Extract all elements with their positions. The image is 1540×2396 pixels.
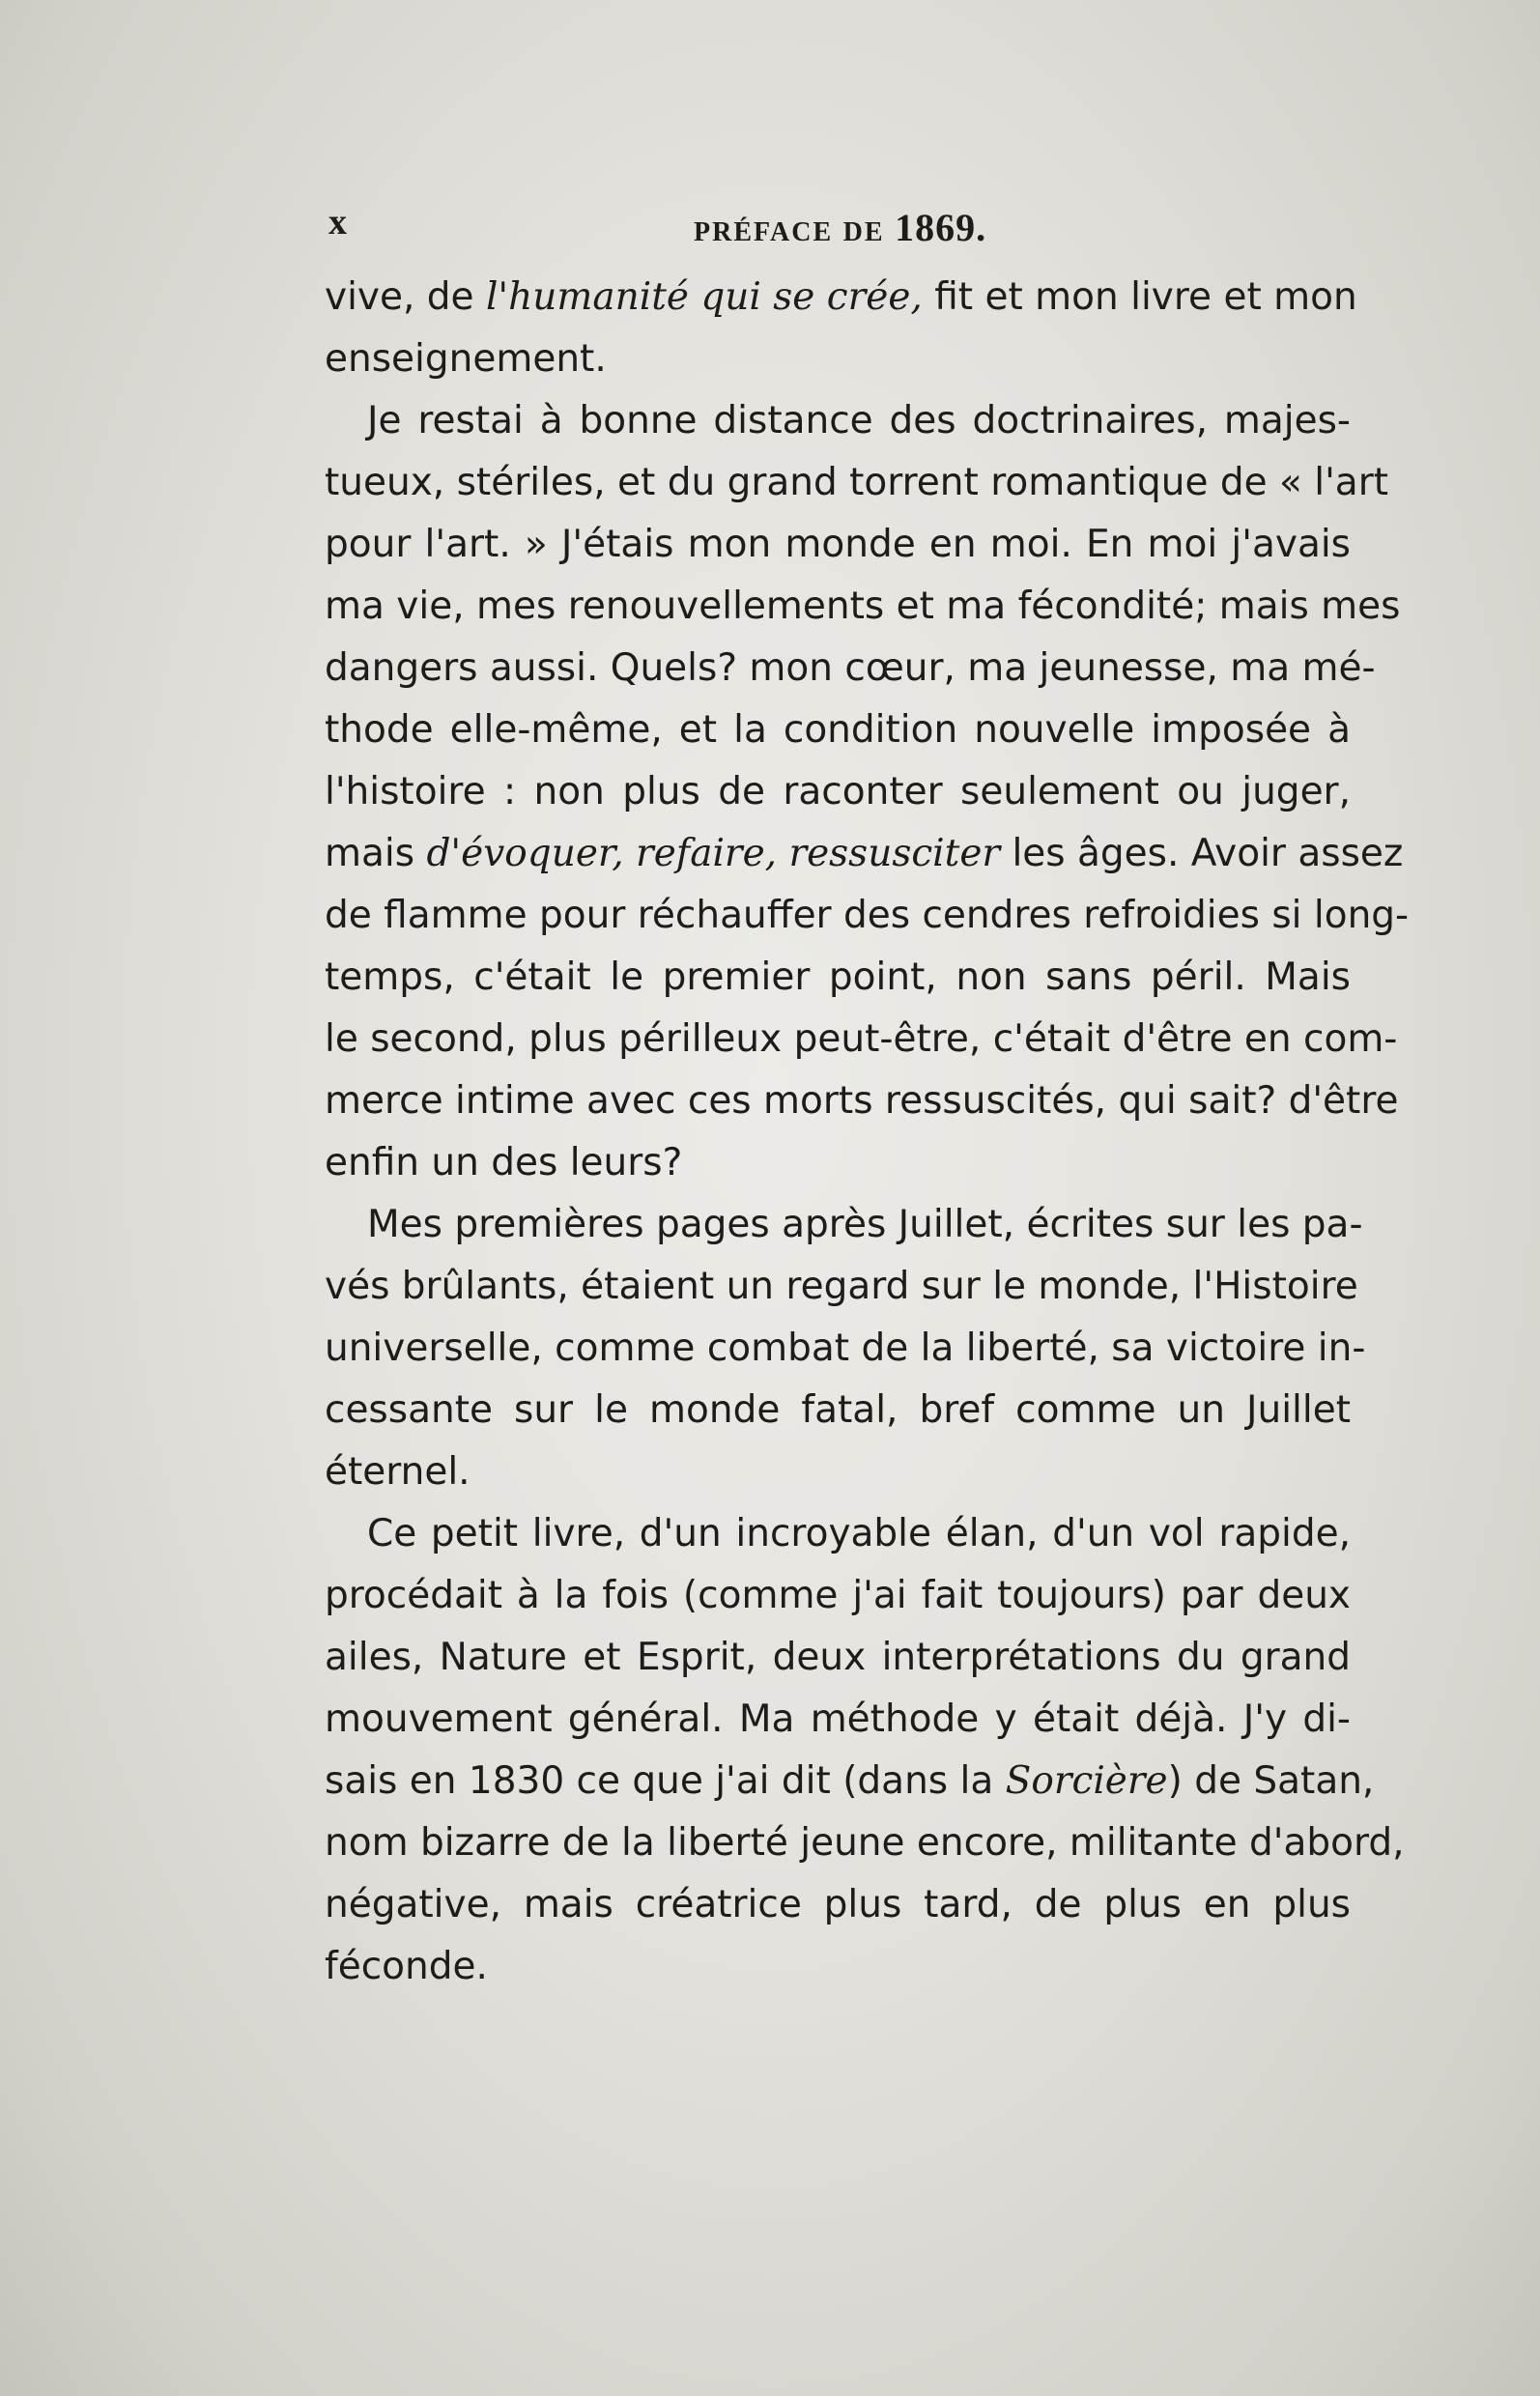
paragraph: [325, 267, 1357, 390]
body-text: [325, 267, 1410, 1998]
italic-phrase: d'évoquer, refaire, ressusciter: [426, 832, 1001, 875]
text-run: thode elle-même, et la condition nouvelle imposée à: [325, 708, 1351, 752]
paragraph: [325, 390, 1410, 1194]
text-run: cessante sur le monde fatal, bref comme un Juillet: [325, 1388, 1351, 1432]
italic-phrase: Sorcière: [1005, 1759, 1168, 1803]
text-line: [325, 267, 1357, 328]
text-run: temps, c'était le premier point, non sans péril. Mais: [325, 956, 1351, 999]
text-line: [325, 761, 1351, 823]
text-run: enfin un des leurs?: [325, 1141, 683, 1184]
page-number: x: [328, 202, 348, 242]
text-line: [325, 1318, 1366, 1380]
text-run: ) de Satan,: [1167, 1759, 1375, 1803]
text-run: les âges. Avoir assez: [1000, 832, 1404, 875]
text-run: de flamme pour réchauffer des cendres refroidies si long-: [325, 894, 1410, 937]
text-run: enseignement.: [325, 337, 607, 381]
text-line: [325, 452, 1389, 514]
text-line: [325, 699, 1351, 761]
text-run: procédait à la fois (comme j'ai fait toujours) par deux: [325, 1574, 1351, 1617]
text-run: merce intime avec ces morts ressuscités, qui sait? d'être: [325, 1079, 1399, 1123]
text-run: Mes premières pages après Juillet, écrites sur les pa-: [367, 1203, 1363, 1246]
text-line: [325, 1503, 1351, 1565]
text-line: [325, 1009, 1398, 1070]
running-title-year: 1869.: [895, 206, 987, 249]
text-run: fit et mon livre et mon: [922, 275, 1357, 319]
text-run: le second, plus périlleux peut-être, c'était d'être en com-: [325, 1017, 1398, 1061]
text-run: dangers aussi. Quels? mon cœur, ma jeunesse, ma mé-: [325, 646, 1376, 690]
text-line: [325, 328, 1351, 390]
text-line: [325, 947, 1351, 1009]
text-line: [325, 1132, 1351, 1194]
text-line: [325, 1256, 1358, 1318]
text-run: l'histoire : non plus de raconter seulement ou juger,: [325, 770, 1351, 813]
text-line: [325, 1441, 1351, 1503]
text-line: [325, 1565, 1351, 1627]
text-line: [325, 1689, 1351, 1751]
text-run: universelle, comme combat de la liberté, sa victoire in-: [325, 1326, 1366, 1370]
text-line: [325, 1936, 1351, 1998]
text-line: [325, 1070, 1399, 1132]
text-run: éternel.: [325, 1450, 471, 1494]
running-title-de: DE: [842, 217, 885, 247]
text-line: [325, 885, 1410, 947]
text-run: mais: [325, 832, 427, 875]
text-run: ailes, Nature et Esprit, deux interprétations du grand: [325, 1636, 1351, 1679]
text-run: féconde.: [325, 1945, 488, 1988]
text-line: [325, 1194, 1363, 1256]
text-run: vés brûlants, étaient un regard sur le monde, l'Histoire: [325, 1265, 1358, 1308]
text-run: tueux, stériles, et du grand torrent romantique de « l'art: [325, 461, 1389, 504]
text-run: Ce petit livre, d'un incroyable élan, d'un vol rapide,: [367, 1512, 1351, 1555]
paragraph: [325, 1503, 1405, 1998]
text-line: [325, 390, 1351, 452]
text-run: nom bizarre de la liberté jeune encore, militante d'abord,: [325, 1821, 1405, 1865]
text-run: vive, de: [325, 275, 486, 319]
text-run: mouvement général. Ma méthode y était déjà. J'y di-: [325, 1697, 1351, 1741]
running-title: [694, 205, 986, 250]
text-line: [325, 823, 1404, 885]
text-run: pour l'art. » J'étais mon monde en moi. En moi j'avais: [325, 523, 1351, 566]
paragraph: [325, 1194, 1366, 1503]
text-line: [325, 1751, 1375, 1812]
italic-phrase: l'humanité qui se crée,: [485, 275, 923, 319]
text-line: [325, 514, 1351, 576]
text-run: ma vie, mes renouvellements et ma fécondité; mais mes: [325, 585, 1401, 628]
text-run: Je restai à bonne distance des doctrinaires, majes-: [367, 399, 1351, 442]
running-head: [328, 201, 1348, 259]
text-run: négative, mais créatrice plus tard, de plus en plus: [325, 1883, 1351, 1926]
text-line: [325, 576, 1401, 638]
text-line: [325, 1380, 1351, 1441]
text-run: sais en 1830 ce que j'ai dit (dans la: [325, 1759, 1006, 1803]
text-line: [325, 638, 1376, 699]
running-title-word: PRÉFACE: [694, 217, 834, 247]
text-line: [325, 1874, 1351, 1936]
text-line: [325, 1627, 1351, 1689]
text-line: [325, 1812, 1405, 1874]
